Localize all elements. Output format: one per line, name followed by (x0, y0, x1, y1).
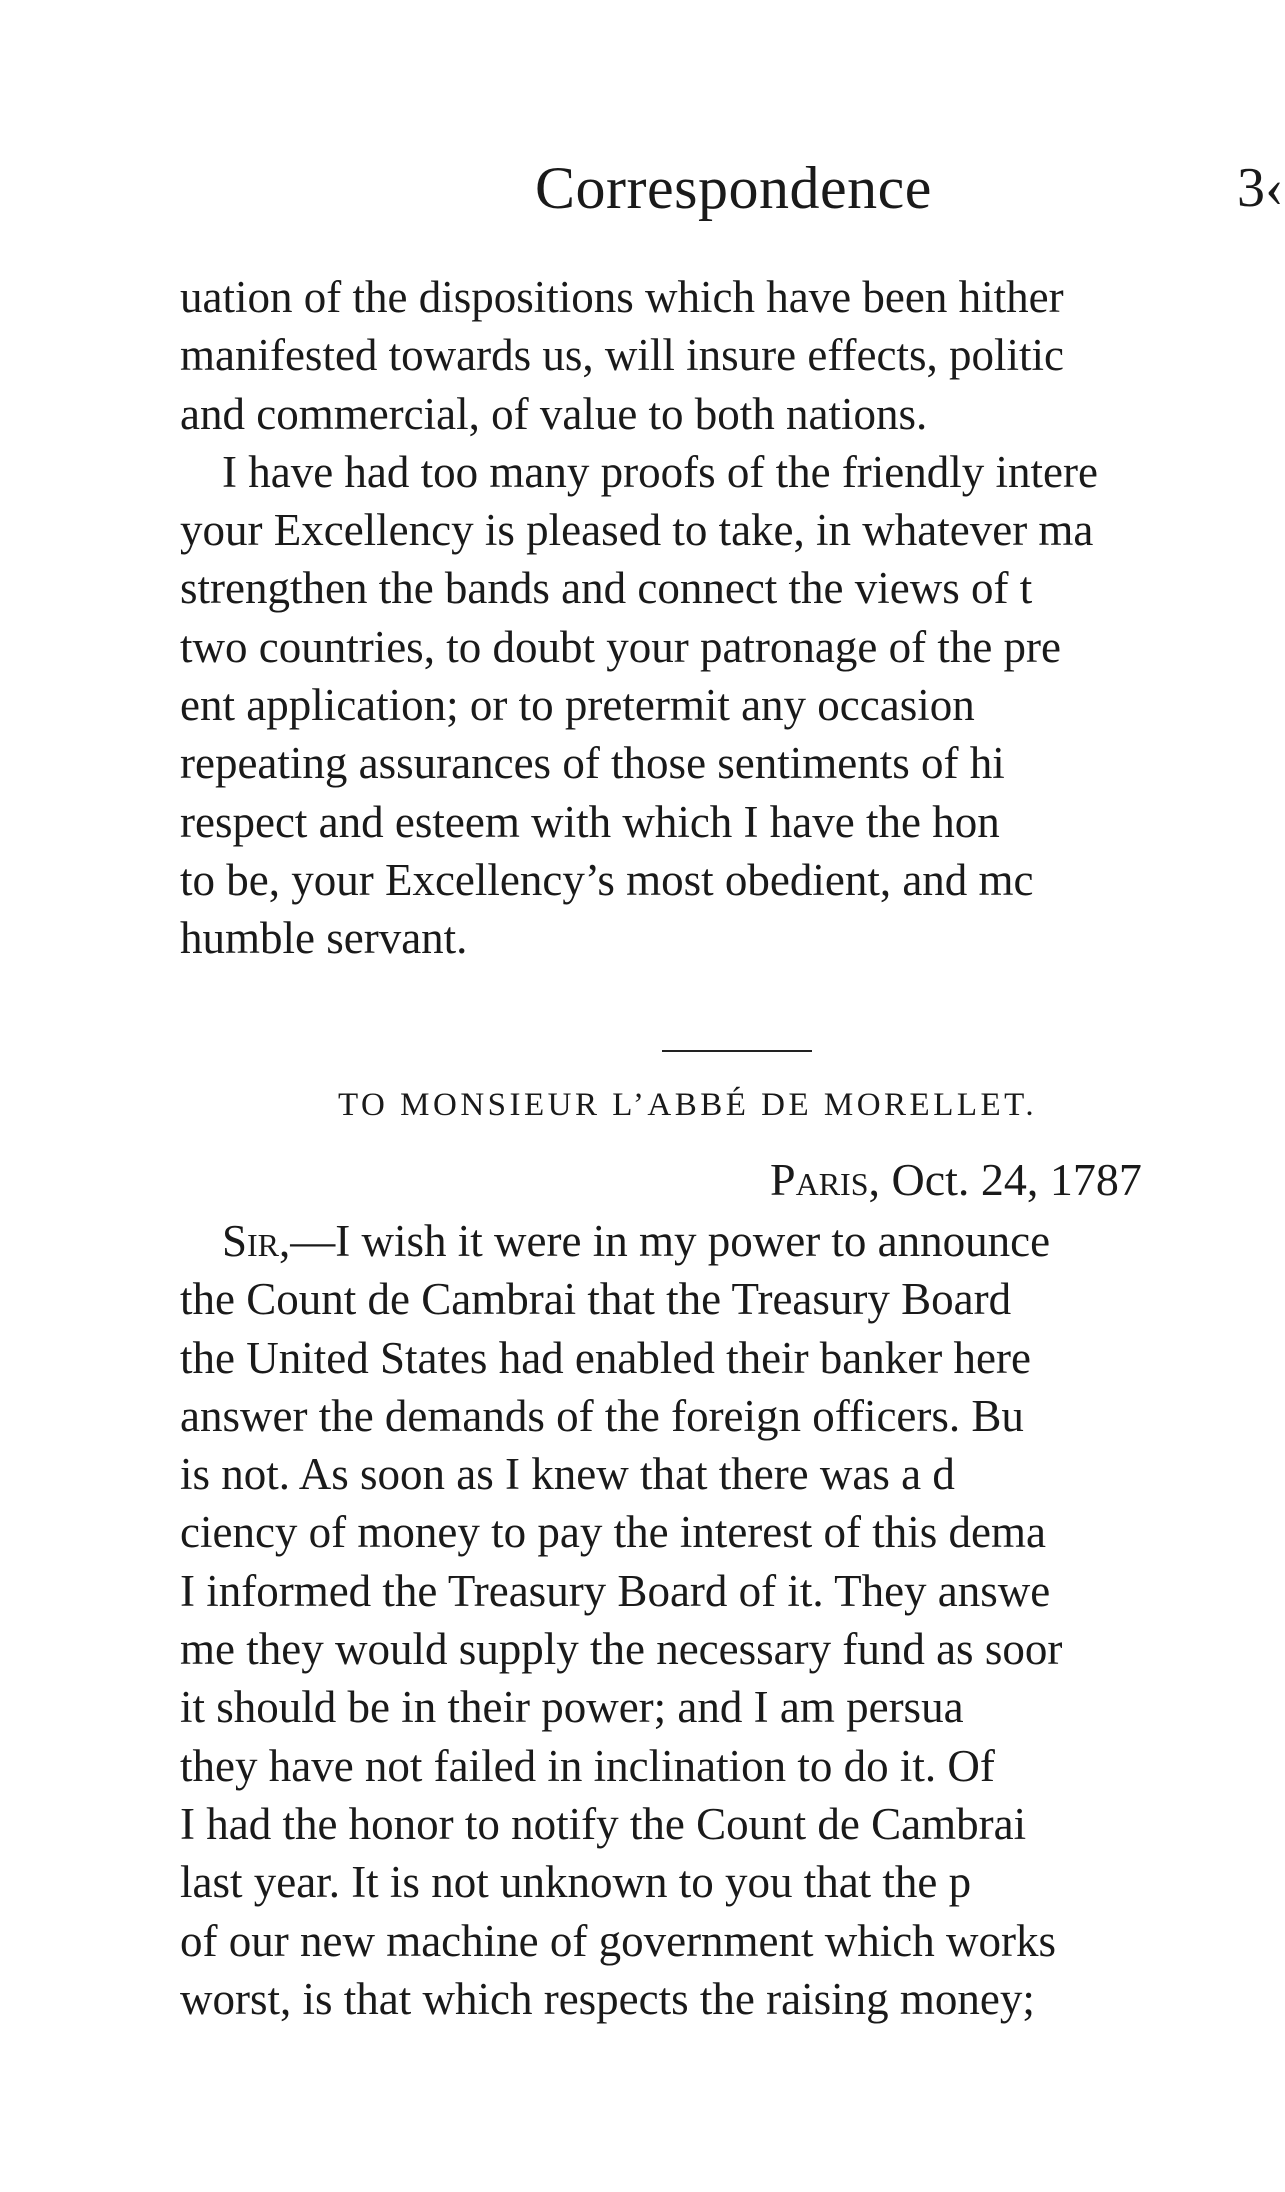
body-line: answer the demands of the foreign officers. Bu (180, 1390, 1024, 1441)
body-line: I informed the Treasury Board of it. They answe (180, 1565, 1051, 1616)
body-line: strengthen the bands and connect the views of t (180, 563, 1033, 614)
body-line: two countries, to doubt your patronage of the pre (180, 621, 1062, 672)
previous-letter-ending (180, 268, 1285, 968)
letter-heading: TO MONSIEUR L’ABBÉ DE MORELLET. (338, 1087, 1038, 1123)
body-line (180, 1212, 1285, 1270)
dateline-date: Oct. 24, 1787 (891, 1154, 1142, 1205)
body-line: the Count de Cambrai that the Treasury Board (180, 1274, 1012, 1325)
body-line: ent application; or to pretermit any occasion (180, 680, 975, 731)
body-line: me they would supply the necessary fund as soor (180, 1624, 1063, 1675)
body-line: your Excellency is pleased to take, in whatever ma (180, 505, 1094, 556)
body-line-text: —I wish it were in my power to announce (290, 1216, 1051, 1266)
dateline-place: Paris, (770, 1154, 880, 1205)
body-line: last year. It is not unknown to you that the p (180, 1857, 972, 1908)
running-title: Correspondence (535, 155, 932, 221)
body-line: worst, is that which respects the raising money; (180, 1973, 1035, 2024)
dateline (770, 1148, 1142, 1212)
salutation: Sir, (222, 1216, 291, 1266)
body-line: humble servant. (180, 913, 468, 964)
page-number: 3‹ (1237, 157, 1284, 219)
body-line: it should be in their power; and I am persua (180, 1682, 964, 1733)
body-line: manifested towards us, will insure effects, politic (180, 330, 1064, 381)
body-line: and commercial, of value to both nations. (180, 388, 928, 439)
body-line: repeating assurances of those sentiments of hi (180, 738, 1005, 789)
body-line: respect and esteem with which I have the hon (180, 796, 1000, 847)
body-line: they have not failed in inclination to do it. Of (180, 1740, 995, 1791)
body-line: uation of the dispositions which have been hither (180, 272, 1064, 322)
body-line: of our new machine of government which works (180, 1915, 1057, 1966)
body-line: to be, your Excellency’s most obedient, and mc (180, 854, 1034, 905)
body-line: ciency of money to pay the interest of this dema (180, 1507, 1046, 1558)
running-head (0, 148, 1285, 228)
body-line: is not. As soon as I knew that there was a d (180, 1449, 955, 1500)
letter-body (180, 1212, 1285, 2028)
body-line: the United States had enabled their banker here (180, 1332, 1031, 1383)
section-divider (662, 1050, 812, 1052)
body-line: I had the honor to notify the Count de Cambrai (180, 1798, 1027, 1849)
body-line: I have had too many proofs of the friendly intere (222, 446, 1098, 497)
